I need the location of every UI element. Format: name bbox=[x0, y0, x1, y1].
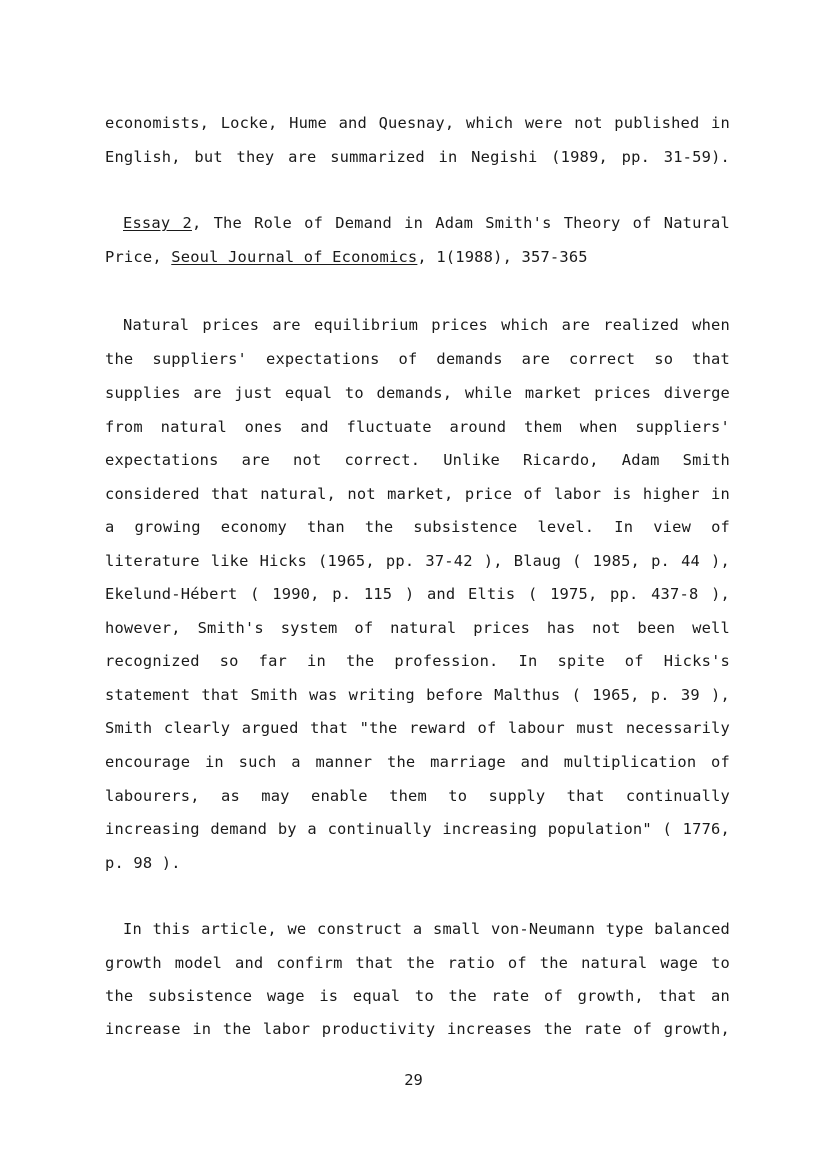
citation-line-1 bbox=[123, 214, 730, 232]
text-line: labourers, as may enable them to supply that continually bbox=[105, 787, 730, 805]
text-line: p. 98 ). bbox=[105, 854, 181, 872]
text-line: a growing economy than the subsistence level. In view of bbox=[105, 518, 730, 536]
text-line: increasing demand by a continually increasing population" ( 1776, bbox=[105, 820, 730, 838]
text-line: Ekelund-Hébert ( 1990, p. 115 ) and Eltis ( 1975, pp. 437-8 ), bbox=[105, 585, 730, 603]
citation-details: , 1(1988), 357-365 bbox=[417, 248, 588, 266]
text-line: increase in the labor productivity increases the rate of growth, bbox=[105, 1020, 730, 1038]
essay-title: , The Role of Demand in Adam Smith's Theory of Natural bbox=[191, 214, 730, 232]
text-line: encourage in such a manner the marriage and multiplication of bbox=[105, 753, 730, 771]
text-line: statement that Smith was writing before Malthus ( 1965, p. 39 ), bbox=[105, 686, 730, 704]
journal-name: Seoul Journal of Economics bbox=[171, 248, 418, 266]
text-line: Smith clearly argued that "the reward of labour must necessarily bbox=[105, 719, 730, 737]
essay-title-cont: Price, bbox=[105, 248, 172, 266]
text-line: economists, Locke, Hume and Quesnay, which were not published in bbox=[105, 114, 730, 132]
page-number: 29 bbox=[404, 1071, 423, 1089]
text-line: In this article, we construct a small von-Neumann type balanced bbox=[123, 920, 730, 938]
text-line: literature like Hicks (1965, pp. 37-42 ), Blaug ( 1985, p. 44 ), bbox=[105, 552, 730, 570]
essay-label: Essay 2 bbox=[123, 214, 192, 232]
text-line: supplies are just equal to demands, while market prices diverge bbox=[105, 384, 730, 402]
text-line: expectations are not correct. Unlike Ricardo, Adam Smith bbox=[105, 451, 730, 469]
text-line: recognized so far in the profession. In spite of Hicks's bbox=[105, 652, 730, 670]
text-line: considered that natural, not market, price of labor is higher in bbox=[105, 485, 730, 503]
text-line: the suppliers' expectations of demands are correct so that bbox=[105, 350, 730, 368]
text-line: growth model and confirm that the ratio of the natural wage to bbox=[105, 954, 730, 972]
text-line: the subsistence wage is equal to the rate of growth, that an bbox=[105, 987, 730, 1005]
citation-line-2 bbox=[105, 248, 730, 266]
text-line: English, but they are summarized in Negishi (1989, pp. 31-59). bbox=[105, 148, 730, 166]
text-line: from natural ones and fluctuate around them when suppliers' bbox=[105, 418, 730, 436]
text-line: Natural prices are equilibrium prices which are realized when bbox=[123, 316, 730, 334]
text-line: however, Smith's system of natural prices has not been well bbox=[105, 619, 730, 637]
